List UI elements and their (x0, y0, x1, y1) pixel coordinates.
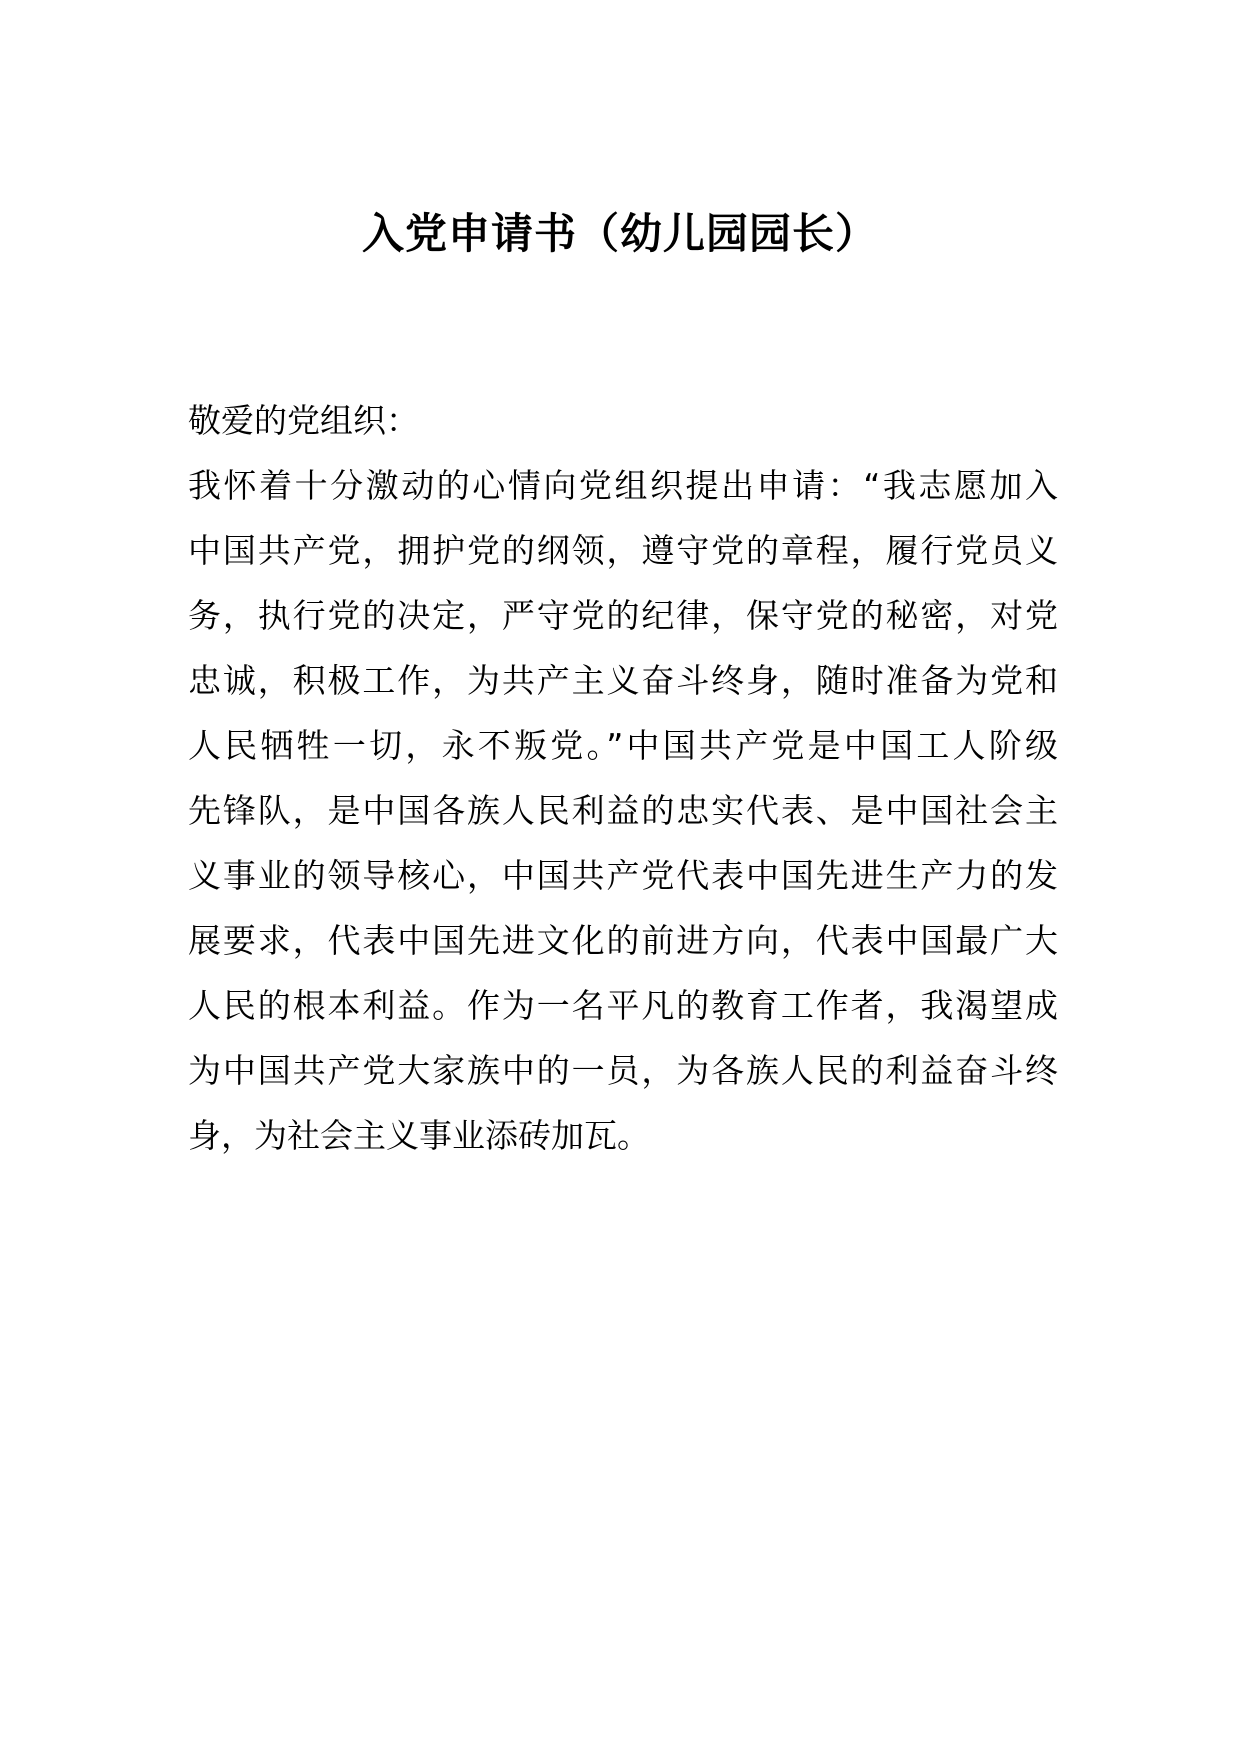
paragraph-line: 中国共产党，拥护党的纲领，遵守党的章程，履行党员义 (188, 531, 1058, 570)
paragraph-line: 人民的根本利益。作为一名平凡的教育工作者，我渴望成 (188, 986, 1058, 1025)
paragraph-line: 我怀着十分激动的心情向党组织提出申请：“我志愿加入 (188, 466, 1058, 505)
paragraph-line: 展要求，代表中国先进文化的前进方向，代表中国最广大 (188, 921, 1058, 960)
paragraph-line: 忠诚，积极工作，为共产主义奋斗终身，随时准备为党和 (188, 661, 1058, 700)
application-paragraph (188, 453, 1058, 1168)
paragraph-line: 先锋队，是中国各族人民利益的忠实代表、是中国社会主 (188, 791, 1058, 830)
paragraph-line: 义事业的领导核心，中国共产党代表中国先进生产力的发 (188, 856, 1058, 895)
document-title: 入党申请书（幼儿园园长） (361, 209, 878, 258)
paragraph-line: 人民牺牲一切，永不叛党。”中国共产党是中国工人阶级 (188, 726, 1058, 765)
paragraph-line: 务，执行党的决定，严守党的纪律，保守党的秘密，对党 (188, 596, 1058, 635)
letter-body (188, 388, 1058, 1168)
paragraph-line: 身，为社会主义事业添砖加瓦。 (188, 1116, 650, 1155)
paragraph-line: 为中国共产党大家族中的一员，为各族人民的利益奋斗终 (188, 1051, 1058, 1090)
salutation: 敬爱的党组织： (188, 401, 419, 440)
